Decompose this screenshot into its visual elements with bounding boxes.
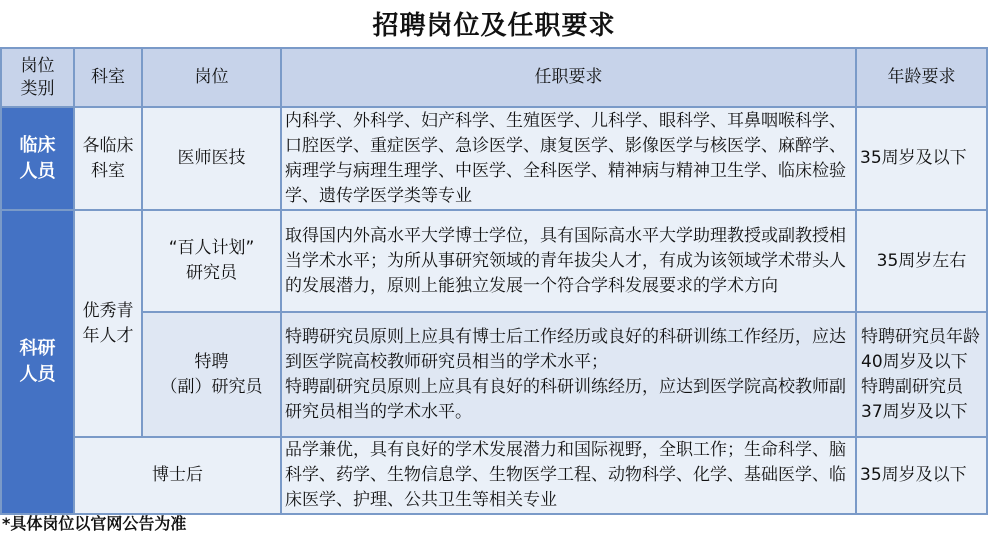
department-cell: 优秀青 年人才 [74, 210, 142, 437]
age-cell: 35周岁及以下 [856, 107, 987, 210]
age-cell: 特聘研究员年龄40周岁及以下 特聘副研究员37周岁及以下 [856, 312, 987, 437]
header-category: 岗位 类别 [1, 48, 74, 107]
header-requirements: 任职要求 [281, 48, 856, 107]
table-row-special-researcher [1, 312, 987, 437]
table-row-hundred-talents [1, 210, 987, 312]
category-research: 科研 人员 [1, 210, 74, 514]
age-cell: 35周岁及以下 [856, 437, 987, 514]
position-cell: 特聘 （副）研究员 [142, 312, 281, 437]
table-row-postdoc [1, 437, 987, 514]
position-cell: 医师医技 [142, 107, 281, 210]
requirements-cell: 品学兼优，具有良好的学术发展潜力和国际视野，全职工作；生命科学、脑科学、药学、生物信息学、生物医学工程、动物科学、化学、基础医学、临床医学、护理、公共卫生等相关专业 [281, 437, 856, 514]
category-clinical: 临床 人员 [1, 107, 74, 210]
header-position: 岗位 [142, 48, 281, 107]
age-cell: 35周岁左右 [856, 210, 987, 312]
recruitment-table [0, 47, 988, 515]
requirements-cell: 取得国内外高水平大学博士学位，具有国际高水平大学助理教授或副教授相当学术水平；为所从事研究领域的青年拔尖人才，有成为该领域学术带头人的发展潜力，原则上能独立发展一个符合学科发展要求的学术方向 [281, 210, 856, 312]
footnote: *具体岗位以官网公告为准 [2, 514, 187, 533]
position-cell: “百人计划” 研究员 [142, 210, 281, 312]
table-row-clinical [1, 107, 987, 210]
header-department: 科室 [74, 48, 142, 107]
header-age: 年龄要求 [856, 48, 987, 107]
table-header-row [1, 48, 987, 107]
requirements-cell: 特聘研究员原则上应具有博士后工作经历或良好的科研训练工作经历，应达到医学院高校教师研究员相当的学术水平； 特聘副研究员原则上应具有良好的科研训练经历，应达到医学院高校教师副研究员相当的学术水平。 [281, 312, 856, 437]
department-cell: 各临床 科室 [74, 107, 142, 210]
requirements-cell: 内科学、外科学、妇产科学、生殖医学、儿科学、眼科学、耳鼻咽喉科学、口腔医学、重症医学、急诊医学、康复医学、影像医学与核医学、麻醉学、病理学与病理生理学、中医学、全科医学、精神病与精神卫生学、临床检验学、遗传学医学类等专业 [281, 107, 856, 210]
page-title: 招聘岗位及任职要求 [372, 11, 616, 41]
department-position-cell: 博士后 [74, 437, 281, 514]
